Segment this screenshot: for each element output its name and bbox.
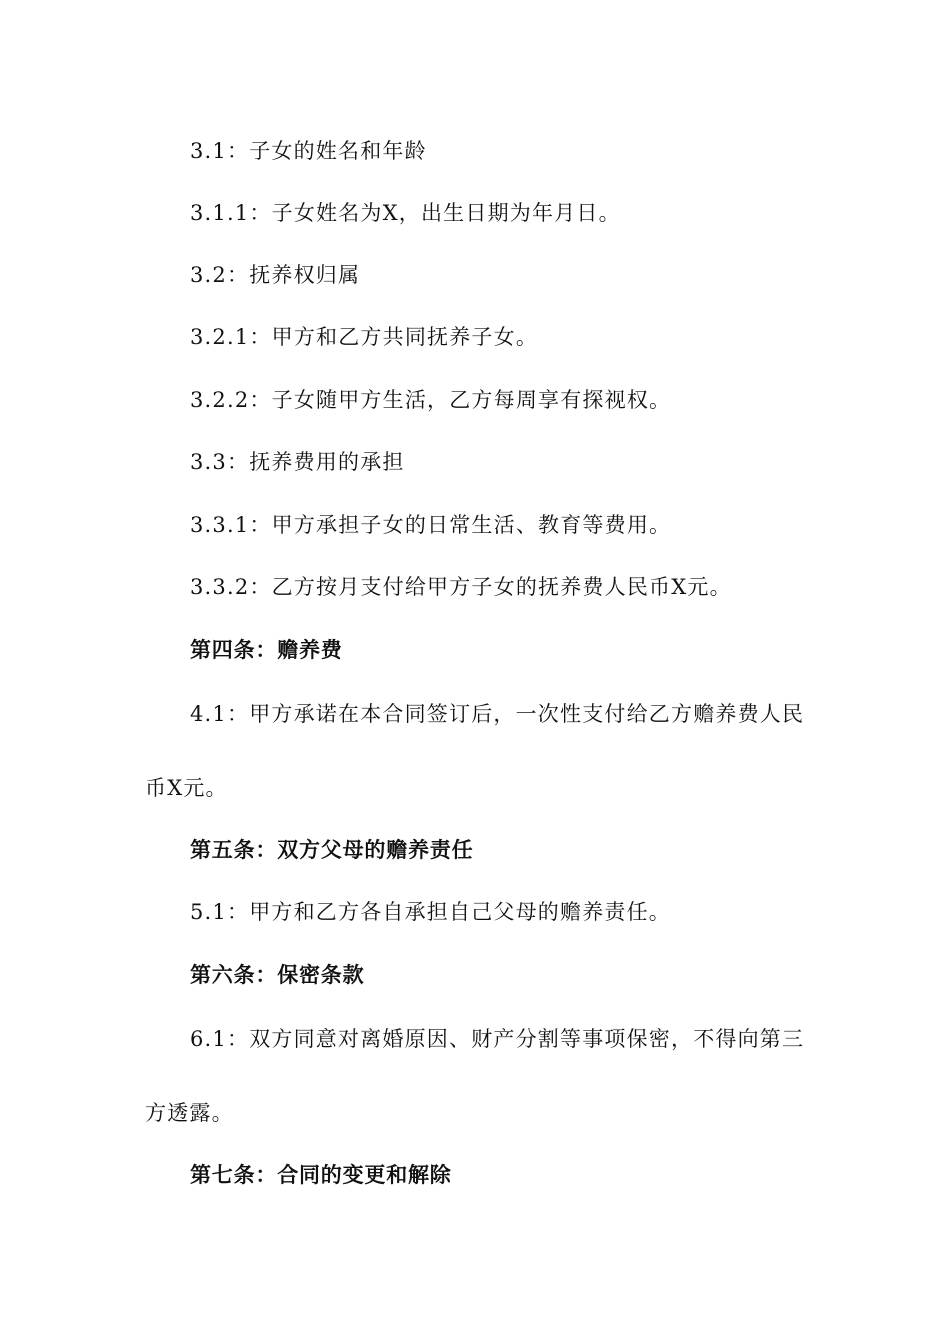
article-6-heading: 第六条：保密条款 bbox=[190, 962, 365, 987]
clause-3-3: 3.3：抚养费用的承担 bbox=[190, 450, 405, 474]
article-4-heading: 第四条：赡养费 bbox=[190, 637, 343, 662]
clause-3-2-2: 3.2.2：子女随甲方生活，乙方每周享有探视权。 bbox=[190, 388, 672, 412]
clause-3-2: 3.2：抚养权归属 bbox=[190, 263, 361, 287]
article-5-heading: 第五条：双方父母的赡养责任 bbox=[190, 837, 474, 862]
article-7-heading: 第七条：合同的变更和解除 bbox=[190, 1162, 452, 1187]
clause-6-1: 6.1：双方同意对离婚原因、财产分割等事项保密，不得向第三方透露。 bbox=[145, 1027, 805, 1125]
clause-3-3-1: 3.3.1：甲方承担子女的日常生活、教育等费用。 bbox=[190, 513, 672, 537]
clause-3-1: 3.1：子女的姓名和年龄 bbox=[190, 139, 427, 163]
clause-4-1: 4.1：甲方承诺在本合同签订后，一次性支付给乙方赡养费人民币X元。 bbox=[145, 702, 805, 800]
clause-3-3-2: 3.3.2：乙方按月支付给甲方子女的抚养费人民币X元。 bbox=[190, 575, 732, 599]
clause-5-1: 5.1：甲方和乙方各自承担自己父母的赡养责任。 bbox=[190, 900, 671, 924]
clause-3-2-1: 3.2.1：甲方和乙方共同抚养子女。 bbox=[190, 325, 539, 349]
clause-3-1-1: 3.1.1：子女姓名为X，出生日期为年月日。 bbox=[190, 201, 621, 225]
